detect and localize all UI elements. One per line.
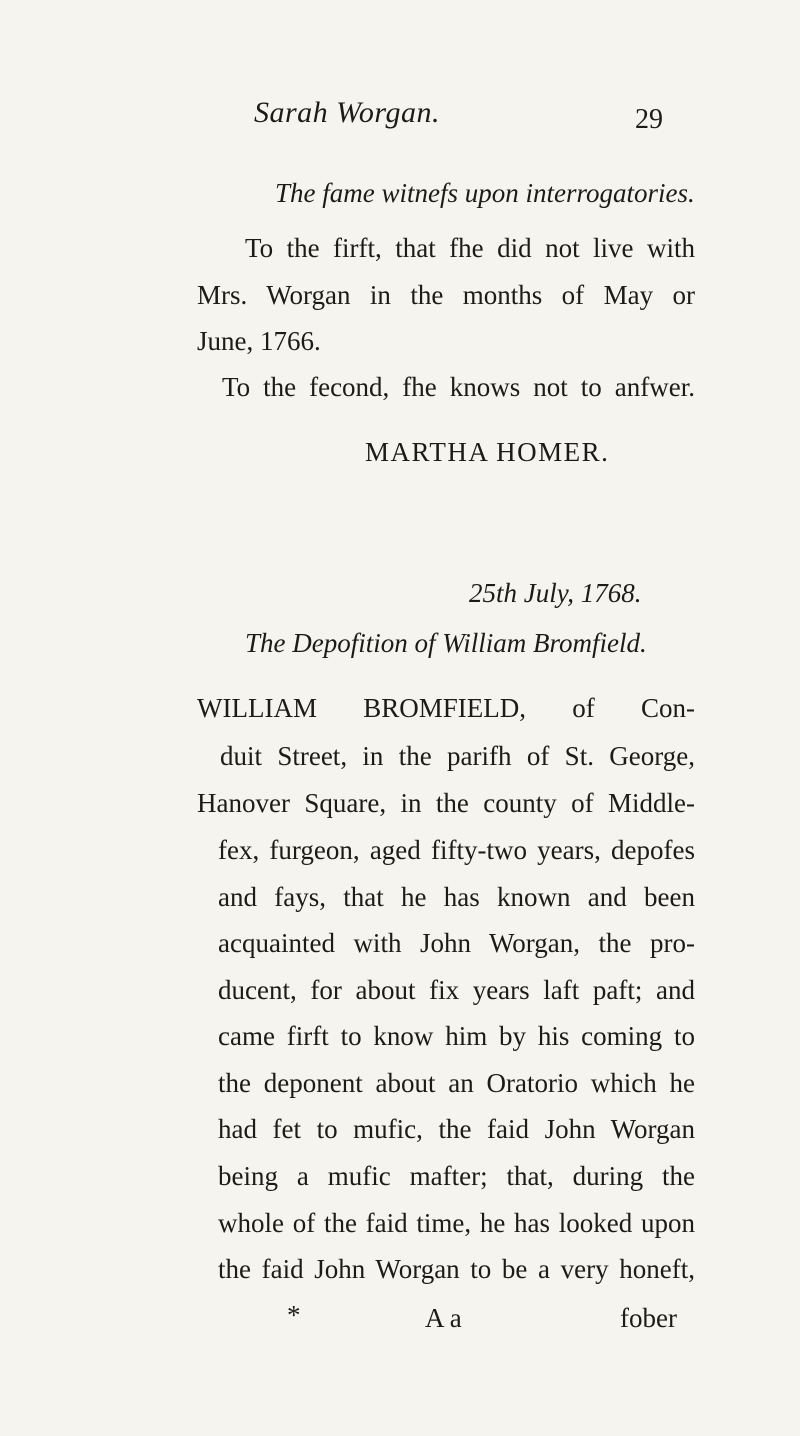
signature-martha-homer: MARTHA HOMER.	[365, 437, 610, 467]
deposition-line-3: Hanover Square, in the county of Middle-	[197, 788, 695, 818]
deposition-line-6: acquainted with John Worgan, the pro-	[218, 928, 695, 958]
section1-line-4: To the fecond, fhe knows not to anfwer.	[222, 372, 695, 402]
deposition-line-8: came firft to know him by his coming to	[218, 1021, 695, 1051]
section1-line-1: To the firft, that fhe did not live with	[245, 233, 695, 263]
date-line: 25th July, 1768.	[469, 578, 642, 608]
deposition-line-10: had fet to mufic, the faid John Worgan	[218, 1114, 695, 1144]
deposition-line-1: WILLIAM BROMFIELD, of Con-	[197, 693, 695, 723]
deposition-line-4: fex, furgeon, aged fifty-two years, depofes	[218, 835, 695, 865]
page-number: 29	[635, 104, 663, 135]
section2-heading: The Depofition of William Bromfield.	[245, 628, 647, 658]
deposition-line-7: ducent, for about fix years laft paft; and	[218, 975, 695, 1005]
deposition-line-13: the faid John Worgan to be a very honeft,	[218, 1254, 695, 1284]
footer-asterisk: *	[287, 1300, 301, 1330]
section1-line-3: June, 1766.	[197, 326, 321, 356]
section1-heading: The fame witnefs upon interrogatories.	[275, 178, 695, 208]
running-head-title: Sarah Worgan.	[254, 96, 440, 129]
deposition-line-11: being a mufic mafter; that, during the	[218, 1161, 695, 1191]
deposition-line-12: whole of the faid time, he has looked upon	[218, 1208, 695, 1238]
signature-mark: A a	[425, 1303, 462, 1333]
deposition-line-2: duit Street, in the parifh of St. George,	[220, 741, 695, 771]
running-head	[0, 96, 800, 156]
catchword: fober	[620, 1303, 677, 1333]
deposition-line-9: the deponent about an Oratorio which he	[218, 1068, 695, 1098]
deposition-line-5: and fays, that he has known and been	[218, 882, 695, 912]
section1-line-2: Mrs. Worgan in the months of May or	[197, 280, 695, 310]
